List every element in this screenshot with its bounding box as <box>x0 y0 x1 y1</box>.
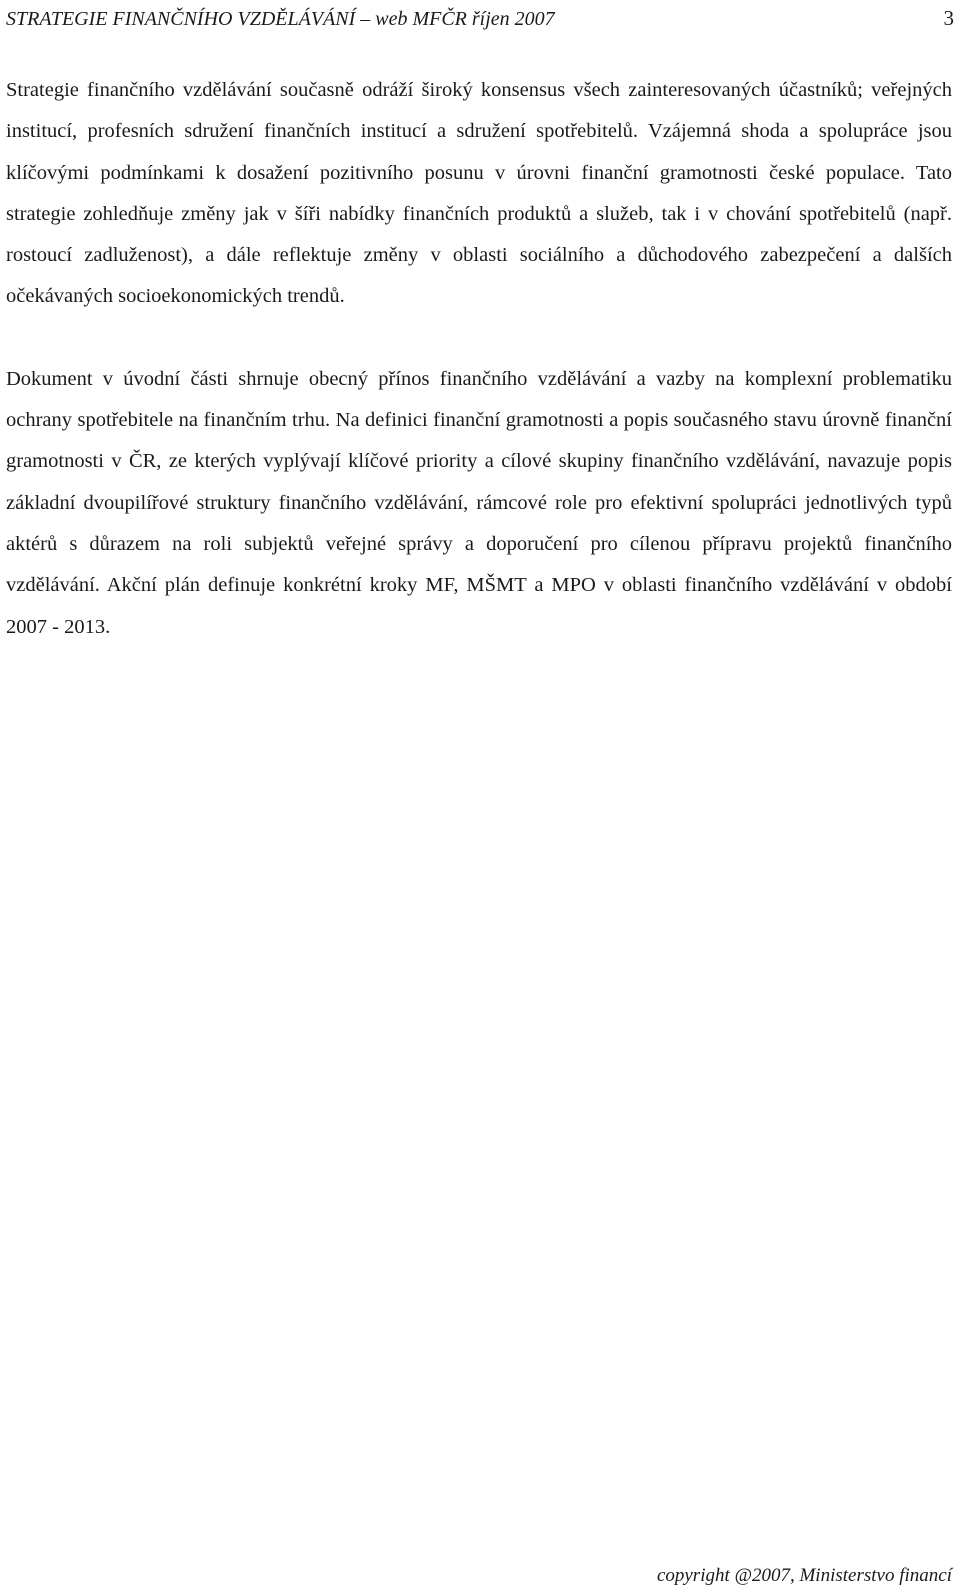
paragraph-document-summary: Dokument v úvodní části shrnuje obecný přínos finančního vzdělávání a vazby na komplexní problematiku ochrany spotřebitele na finančním trhu. Na definici finanční gramotnosti a popis současného stavu úrovně finanční gramotnosti v ČR, ze kterých vyplývají klíčové priority a cílové skupiny finančního vzdělávání, navazuje popis základní dvoupilířové struktury finančního vzdělávání, rámcové role pro efektivní spolupráci jednotlivých typů aktérů s důrazem na roli subjektů veřejné správy a doporučení pro cílenou přípravu projektů finančního vzdělávání. Akční plán definuje konkrétní kroky MF, MŠMT a MPO v oblasti finančního vzdělávání v období 2007 - 2013. <box>6 367 952 638</box>
document-body <box>6 70 952 648</box>
page-footer-copyright: copyright @2007, Ministerstvo financí <box>656 1565 952 1586</box>
page-header <box>6 2 954 34</box>
page-number: 3 <box>943 6 954 30</box>
header-title: STRATEGIE FINANČNÍHO VZDĚLÁVÁNÍ – web MFČR říjen 2007 <box>6 8 555 30</box>
paragraph-consensus: Strategie finančního vzdělávání současně odráží široký konsensus všech zainteresovaných účastníků; veřejných institucí, profesních sdružení finančních institucí a sdružení spotřebitelů. Vzájemná shoda a spolupráce jsou klíčovými podmínkami k dosažení pozitivního posunu v úrovni finanční gramotnosti české populace. Tato strategie zohledňuje změny jak v šíři nabídky finančních produktů a služeb, tak i v chování spotřebitelů (např. rostoucí zadluženost), a dále reflektuje změny v oblasti sociálního a důchodového zabezpečení a dalších očekávaných socioekonomických trendů. <box>6 79 952 308</box>
